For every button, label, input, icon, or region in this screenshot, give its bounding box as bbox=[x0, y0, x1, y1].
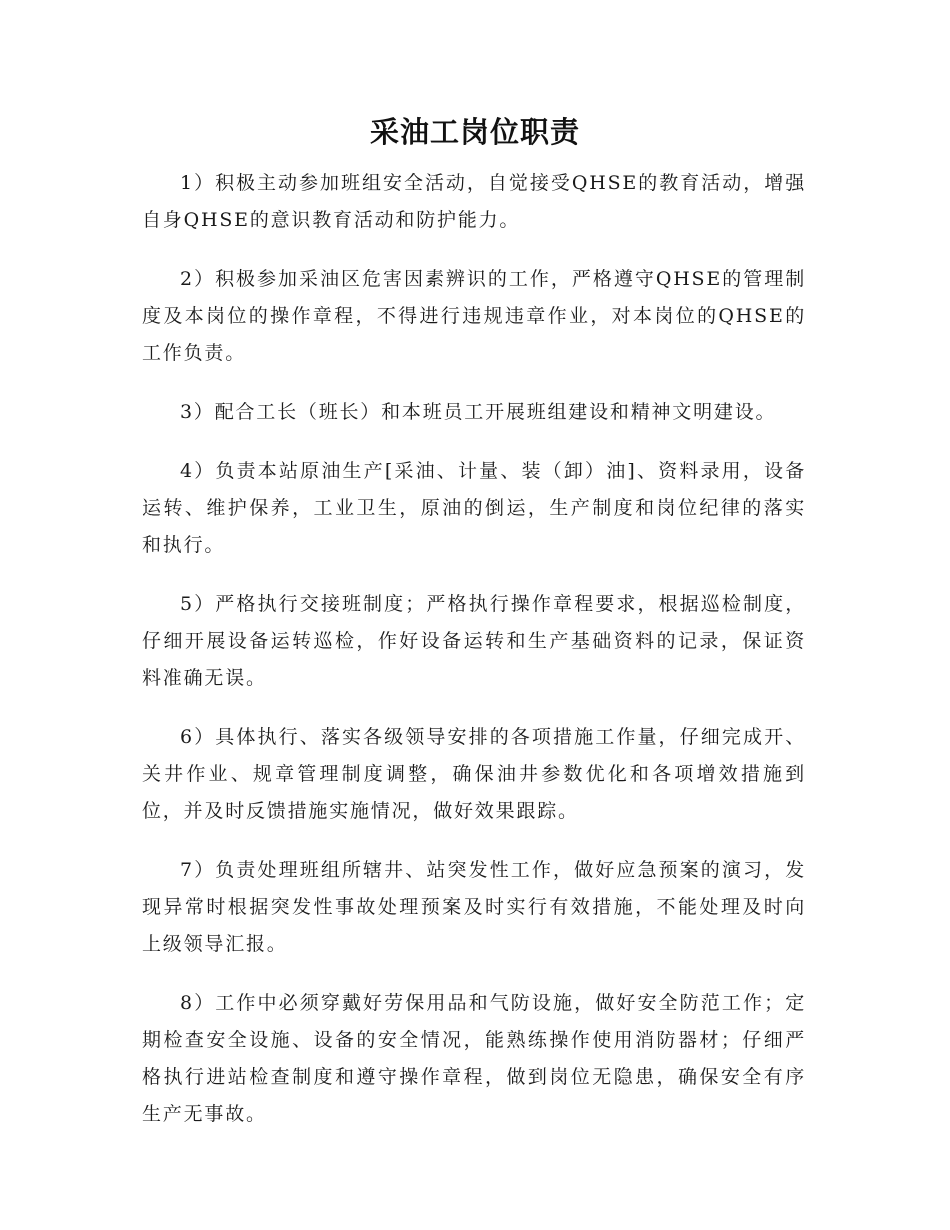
duty-paragraph-5: 5）严格执行交接班制度；严格执行操作章程要求，根据巡检制度，仔细开展设备运转巡检，作好设备运转和生产基础资料的记录，保证资料准确无误。 bbox=[142, 593, 806, 689]
duty-paragraph-8: 8）工作中必须穿戴好劳保用品和气防设施，做好安全防范工作；定期检查安全设施、设备的安全情况，能熟练操作使用消防器材；仔细严格执行进站检查制度和遵守操作章程，做到岗位无隐患，确保安全有序生产无事故。 bbox=[142, 992, 806, 1125]
duty-paragraph-7: 7）负责处理班组所辖井、站突发性工作，做好应急预案的演习，发现异常时根据突发性事故处理预案及时实行有效措施，不能处理及时向上级领导汇报。 bbox=[142, 859, 806, 955]
document-body bbox=[142, 165, 806, 1155]
duty-paragraph-3: 3）配合工长（班长）和本班员工开展班组建设和精神文明建设。 bbox=[180, 401, 777, 423]
duty-paragraph-2: 2）积极参加采油区危害因素辨识的工作，严格遵守QHSE的管理制度及本岗位的操作章程，不得进行违规违章作业，对本岗位的QHSE的工作负责。 bbox=[142, 268, 806, 364]
duty-paragraph-4: 4）负责本站原油生产[采油、计量、装（卸）油]、资料录用，设备运转、维护保养，工业卫生，原油的倒运，生产制度和岗位纪律的落实和执行。 bbox=[142, 460, 806, 556]
duty-paragraph-1: 1）积极主动参加班组安全活动，自觉接受QHSE的教育活动，增强自身QHSE的意识教育活动和防护能力。 bbox=[142, 172, 806, 231]
duty-paragraph-6: 6）具体执行、落实各级领导安排的各项措施工作量，仔细完成开、关井作业、规章管理制度调整，确保油井参数优化和各项增效措施到位，并及时反馈措施实施情况，做好效果跟踪。 bbox=[142, 726, 806, 822]
document-title: 采油工岗位职责 bbox=[369, 115, 580, 149]
